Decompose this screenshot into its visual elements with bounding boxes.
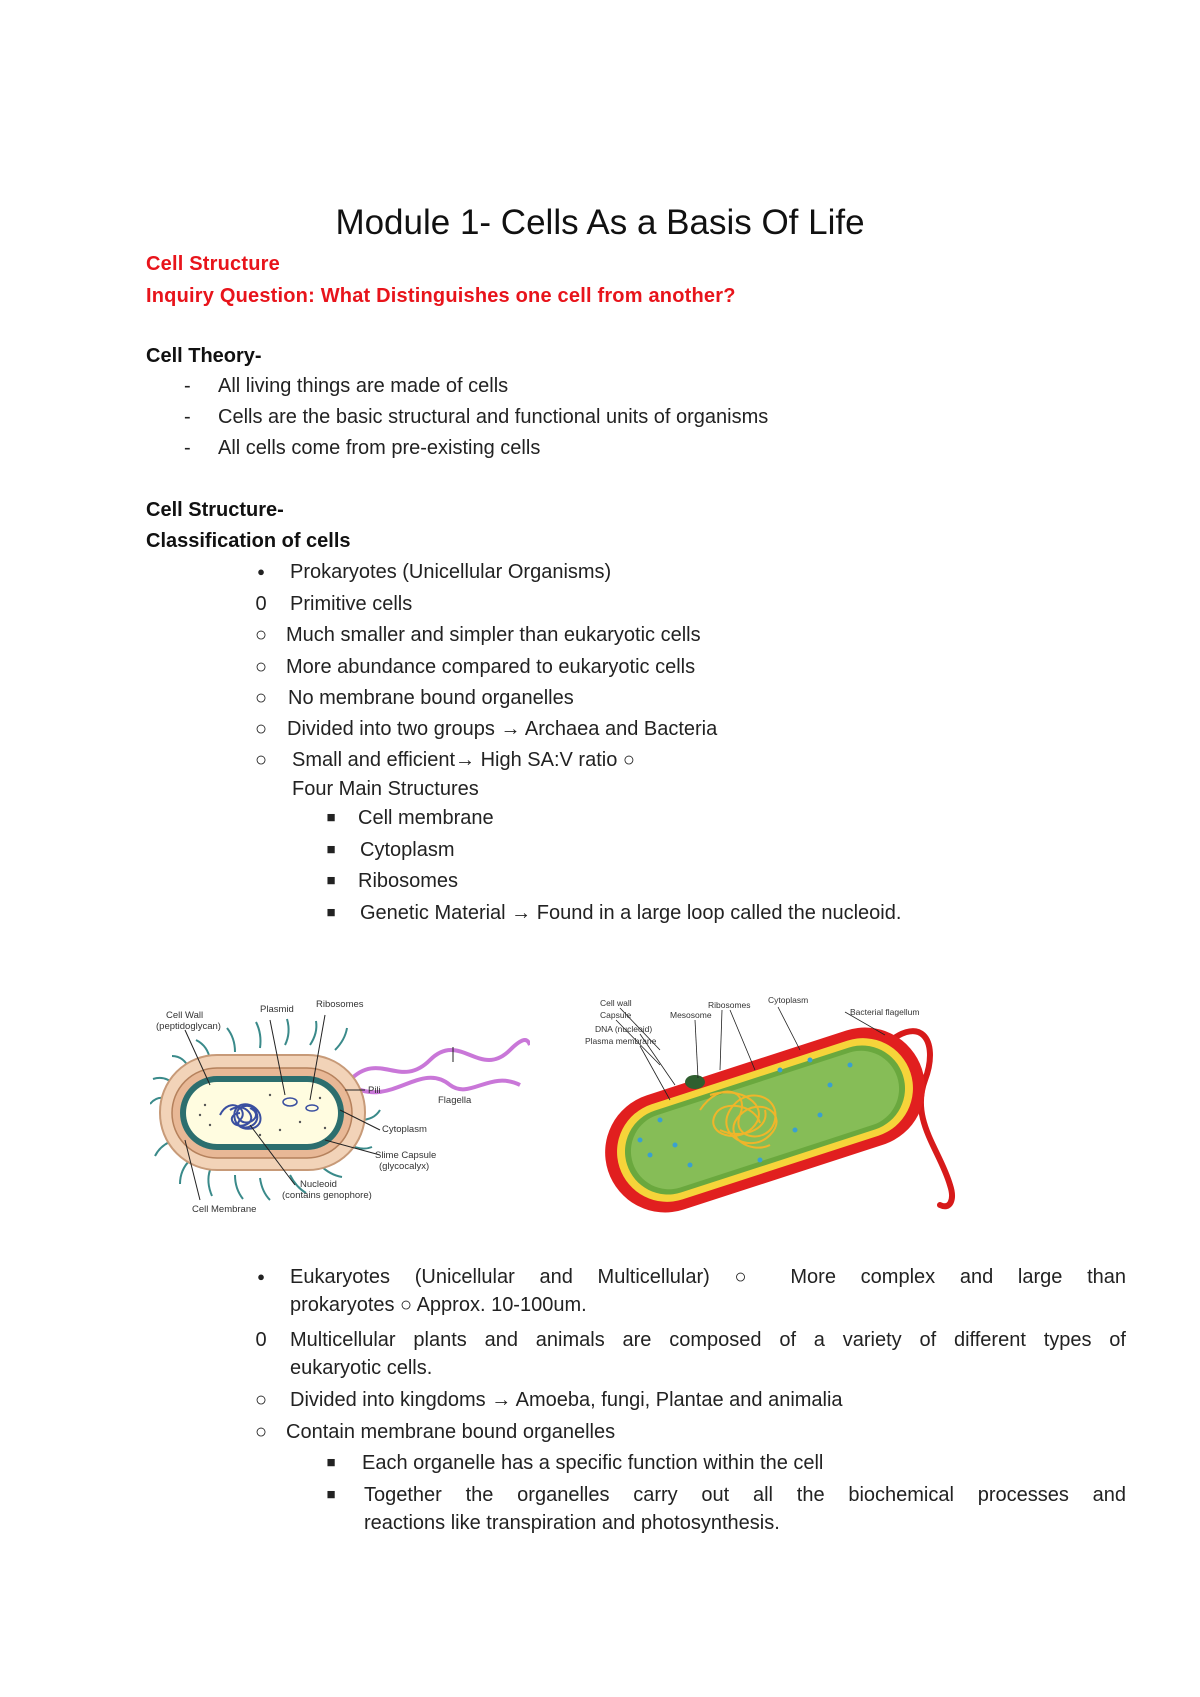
dash-bullet: - [184,375,191,397]
label-nucleoid: Nucleoid [300,1179,337,1190]
eukaryote-item: Contain membrane bound organelles [286,1421,616,1443]
prokaryote-item: Much smaller and simpler than eukaryotic cells [286,624,701,646]
label-cytoplasm: Cytoplasm [768,995,809,1005]
eukaryotes-main [290,1263,1126,1319]
square-bullet: ■ [326,809,336,826]
label-peptidoglycan: (peptidoglycan) [156,1021,221,1032]
square-bullet: ■ [326,872,336,889]
page-title: Module 1- Cells As a Basis Of Life [335,203,865,242]
hollow-bullet: ○ [254,687,268,709]
eukaryotes-line: prokaryotes ○ Approx. 10-100um. [290,1294,587,1316]
classification-heading: Classification of cells [146,530,351,552]
hollow-bullet: ○ [254,1389,268,1411]
hollow-bullet: ○ [254,656,268,678]
organelle-item: Each organelle has a specific function within the cell [362,1452,824,1474]
label-nucleoid-note: (contains genophore) [282,1190,372,1201]
prokaryote-cell-diagram [150,990,530,1220]
structure-item: Cytoplasm [360,839,455,861]
label-ribosomes: Ribosomes [708,1000,751,1010]
eukaryote-item-line: Multicellular plants and animals are composed of a variety of different types of [290,1329,1126,1351]
square-bullet: ■ [326,1454,336,1471]
bacterial-cell-diagram [580,990,1000,1220]
hollow-bullet: ○ [254,624,268,646]
prokaryote-item: More abundance compared to eukaryotic cells [286,656,696,678]
label-cell-wall: Cell Wall [166,1010,204,1021]
eukaryote-item [290,1326,1126,1382]
label-glycocalyx: (glycocalyx) [379,1161,430,1172]
label-flagella: Flagella [438,1095,472,1106]
eukaryote-item-line: eukaryotic cells. [290,1357,433,1379]
structure-item: Cell membrane [358,807,494,829]
dash-bullet: - [184,406,191,428]
prokaryote-item: Primitive cells [290,593,413,615]
mesosome-icon [685,1075,705,1089]
structure-item: Genetic Material → Found in a large loop called the nucleoid. [360,902,902,924]
cell-theory-heading: Cell Theory- [146,345,262,367]
label-cell-membrane: Cell Membrane [192,1204,257,1215]
dash-bullet: - [184,437,191,459]
square-bullet: ■ [326,841,336,858]
cell-theory-item: Cells are the basic structural and functional units of organisms [218,406,769,428]
label-pili: Pili [368,1085,381,1096]
prokaryote-item: No membrane bound organelles [288,687,574,709]
label-plasma-membrane: Plasma membrane [585,1036,657,1046]
hollow-bullet: ○ [254,718,268,740]
prokaryote-item: Four Main Structures [292,778,479,800]
cell-theory-item: All cells come from pre-existing cells [218,437,541,459]
eukaryote-item: Divided into kingdoms → Amoeba, fungi, Plantae and animalia [290,1389,843,1411]
label-cytoplasm: Cytoplasm [382,1124,427,1135]
hollow-bullet: ○ [254,1421,268,1443]
structure-item: Ribosomes [358,870,459,892]
capsule-icon [160,1055,365,1170]
square-bullet: ■ [326,1486,336,1503]
organelle-item-line: Together the organelles carry out all the biochemical processes and [364,1484,1126,1506]
section-label: Cell Structure [146,253,280,275]
zero-bullet: 0 [255,593,267,615]
inquiry-question: Inquiry Question: What Distinguishes one cell from another? [146,285,736,307]
label-plasmid: Plasmid [260,1004,294,1015]
filled-bullet: ● [257,564,265,579]
cell-theory-item: All living things are made of cells [218,375,509,397]
label-dna: DNA (nucleoid) [595,1024,653,1034]
prokaryotes-main: Prokaryotes (Unicellular Organisms) [290,561,612,583]
organelle-item [364,1481,1126,1537]
zero-bullet: 0 [255,1329,267,1351]
organelle-item-line: reactions like transpiration and photosynthesis. [364,1512,780,1534]
label-capsule: Capsule [600,1010,632,1020]
prokaryote-item: Small and efficient→ High SA:V ratio ○ [292,749,635,771]
prokaryote-item: Divided into two groups → Archaea and Bacteria [287,718,718,740]
hollow-bullet: ○ [254,749,268,771]
square-bullet: ■ [326,904,336,921]
label-mesosome: Mesosome [670,1010,712,1020]
label-flagellum: Bacterial flagellum [850,1007,920,1017]
label-ribosomes: Ribosomes [316,999,364,1010]
eukaryotes-line: Eukaryotes (Unicellular and Multicellular) ○ More complex and large than [290,1266,1126,1288]
filled-bullet: ● [257,1269,265,1284]
cell-structure-heading: Cell Structure- [146,499,284,521]
label-slime-capsule: Slime Capsule [375,1150,437,1161]
label-cell-wall: Cell wall [600,998,632,1008]
